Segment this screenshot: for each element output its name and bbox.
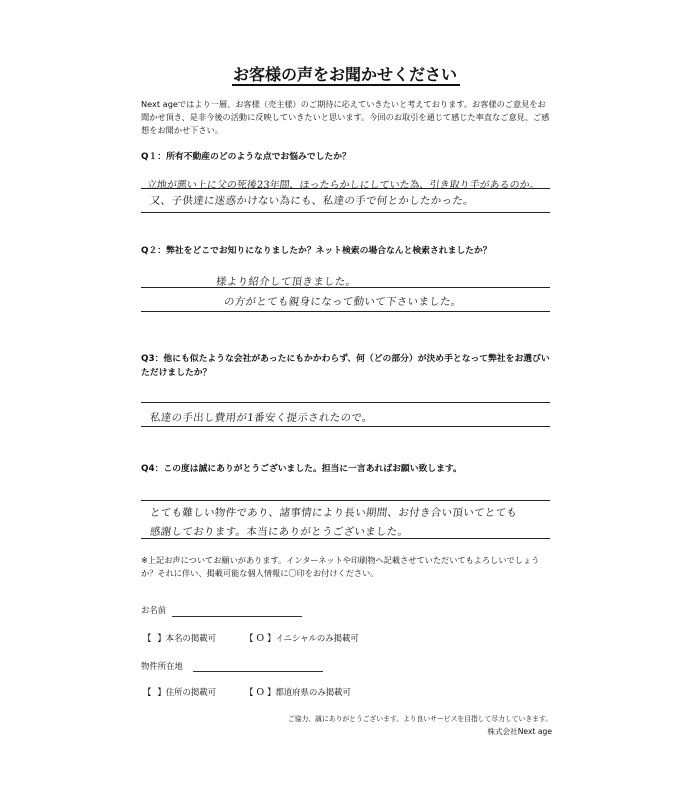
question-2: Q２：弊社をどこでお知りになりましたか？ネット検索の場合なんと検索されましたか？ xyxy=(141,246,492,256)
intro-text: Next ageではより一層、お客様（売主様）のご期待に応えていきたいと考えております。お客様のご意見をお聞かせ頂き、是非今後の活動に反映していきたいと思います。今回のお取引を通じて感じた率直なご意見、ご感想をお聞かせ下さい。 xyxy=(141,99,550,135)
consent-note: ※上記お声についてお願いがあります。インターネットや印刷物へ記載させていただいてもよろしいでしょうか？それに伴い、掲載可能な個人情報に〇印をお付けください。 xyxy=(141,555,540,578)
answer-4-line-1: とても難しい物件であり、諸事情により長い期間、お付き合い頂いてとても xyxy=(149,507,518,519)
option-label: 本名の掲載可 xyxy=(165,633,216,643)
option-mark: O xyxy=(256,633,265,644)
page-title: お客様の声をお聞かせください xyxy=(232,65,457,84)
question-4: Q4：この度は誠にありがとうございました。担当に一言あればお願い致します。 xyxy=(141,464,462,474)
footer-thanks: ご協力、誠にありがとうございます。より良いサービスを目指して尽力していきます。 xyxy=(288,715,552,723)
answer-rule xyxy=(141,402,550,403)
answer-rule xyxy=(141,426,550,427)
option-full-address[interactable]: 【 】住所の掲載可 xyxy=(143,687,216,697)
answer-1-line-1: 立地が悪い上に父の死後23年間、ほったらかしにしていた為、引き取り手があるのか。 xyxy=(146,180,541,191)
answer-2-line-2: の方がとても親身になって動いて下さいました。 xyxy=(223,296,463,308)
option-label: イニシャルのみ掲載可 xyxy=(275,633,359,643)
question-1: Q１：所有不動産のどのような点でお悩みでしたか？ xyxy=(141,152,351,162)
answer-1-line-2: 又、子供達に迷惑かけない為にも、私達の手で何とかしたかった。 xyxy=(149,195,475,207)
title-underline xyxy=(232,84,460,86)
question-3: Q3：他にも似たような会社があったにもかかわらず、何（どの部分）が決め手となって弊社をお選びいただけましたか？ xyxy=(141,354,550,378)
answer-rule xyxy=(141,311,550,312)
address-field[interactable] xyxy=(193,671,323,672)
footer-company: 株式会社Next age xyxy=(487,727,552,736)
address-label: 物件所在地 xyxy=(141,661,183,671)
answer-rule xyxy=(141,500,550,501)
option-prefecture[interactable]: 【 O 】都道府県のみ掲載可 xyxy=(245,687,351,698)
answer-rule xyxy=(141,212,550,213)
answer-rule xyxy=(141,538,550,539)
option-mark: O xyxy=(256,687,265,698)
option-label: 都道府県のみ掲載可 xyxy=(275,687,351,697)
option-initials[interactable]: 【 O 】イニシャルのみ掲載可 xyxy=(245,633,359,644)
answer-3-line-1: 私達の手出し費用が1番安く提示されたので。 xyxy=(149,412,374,424)
answer-2-line-1: 様より紹介して頂きました。 xyxy=(215,276,357,288)
name-field[interactable] xyxy=(172,616,302,617)
option-label: 住所の掲載可 xyxy=(165,687,216,697)
option-real-name[interactable]: 【 】本名の掲載可 xyxy=(143,633,216,643)
answer-rule xyxy=(141,287,550,288)
name-label: お名前 xyxy=(141,605,167,615)
answer-4-line-2: 感謝しております。本当にありがとうございました。 xyxy=(149,526,409,538)
